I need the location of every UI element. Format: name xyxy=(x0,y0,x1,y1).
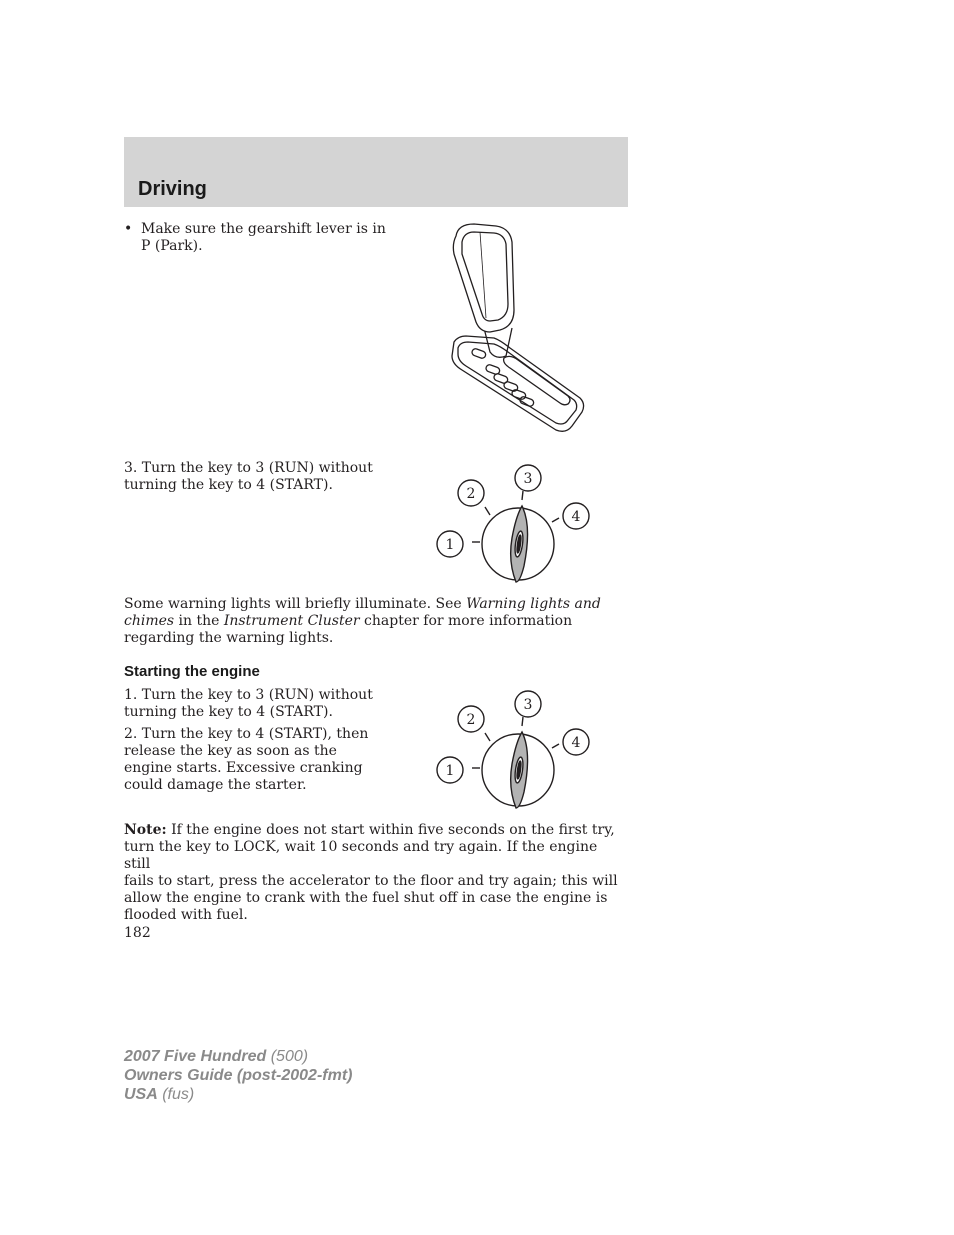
position-label-4: 4 xyxy=(571,509,581,525)
bullet-line-1: Make sure the gearshift lever is in xyxy=(141,221,386,237)
footer-line-1: 2007 Five Hundred (500) xyxy=(124,1048,309,1065)
step-3-text xyxy=(124,460,404,494)
note-label: Note: xyxy=(124,822,167,838)
warning-lights-reference: Warning lights and xyxy=(466,596,601,612)
page-number: 182 xyxy=(124,925,151,941)
gearshift-illustration xyxy=(440,220,600,440)
section-header-band xyxy=(124,137,628,207)
instrument-cluster-reference: Instrument Cluster xyxy=(223,613,360,629)
chimes-reference: chimes xyxy=(124,613,175,629)
starting-step-1: 1. Turn the key to 3 (RUN) without turning the key to 4 (START). xyxy=(124,687,373,720)
position-label-3: 3 xyxy=(523,697,533,713)
ignition-diagram-run xyxy=(430,460,600,590)
position-label-3: 3 xyxy=(523,471,533,487)
position-label-2: 2 xyxy=(466,712,476,728)
position-label-2: 2 xyxy=(466,486,476,502)
footer-line-3: USA (fus) xyxy=(124,1086,195,1103)
warning-line-1: Some warning lights will briefly illuminate. See Warning lights and xyxy=(124,596,601,612)
step-3-line-1: 3. Turn the key to 3 (RUN) without xyxy=(124,460,373,476)
position-label-4: 4 xyxy=(571,735,581,751)
bullet-line-2: P (Park). xyxy=(141,238,203,254)
bullet-symbol: • xyxy=(124,221,133,237)
starting-step-2: 2. Turn the key to 4 (START), then release the key as soon as the engine starts. Excessive cranking could damage the starter. xyxy=(124,726,369,793)
position-label-1: 1 xyxy=(445,537,455,553)
bullet-text xyxy=(141,221,391,255)
starting-engine-heading: Starting the engine xyxy=(124,663,260,680)
note-paragraph: Note: If the engine does not start within five seconds on the first try, turn the key to LOCK, wait 10 seconds and try again. If the engine still fails to start, press the accelerator to the floor and try again; this will allow the engine to crank with the fuel shut off in case the engine is flooded with fuel. xyxy=(124,822,618,923)
section-title: Driving xyxy=(138,178,207,200)
warning-line-3: regarding the warning lights. xyxy=(124,630,334,646)
warning-line-2: chimes in the Instrument Cluster chapter for more information xyxy=(124,613,573,629)
warning-lights-paragraph xyxy=(124,596,624,647)
footer-line-2: Owners Guide (post-2002-fmt) xyxy=(124,1067,353,1084)
document-footer xyxy=(124,1047,352,1104)
position-label-1: 1 xyxy=(445,763,455,779)
step-3-line-2: turning the key to 4 (START). xyxy=(124,477,333,493)
ignition-diagram-start xyxy=(430,686,600,816)
